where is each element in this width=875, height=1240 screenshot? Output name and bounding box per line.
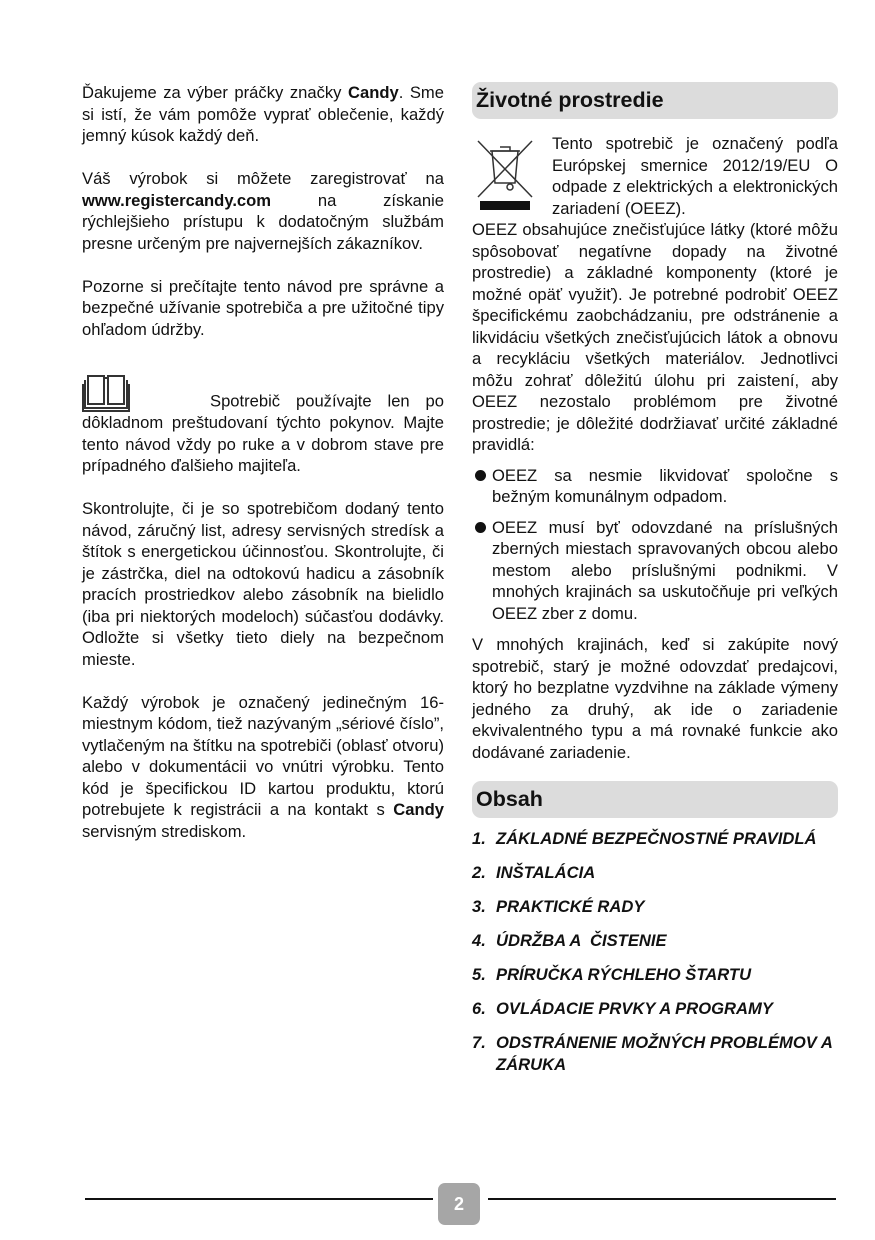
- toc-item[interactable]: [472, 1032, 838, 1075]
- contents-heading: Obsah: [472, 781, 838, 818]
- register-text: Váš výrobok si môžete zaregistrovať na: [82, 169, 444, 188]
- intro-paragraph: [82, 82, 444, 147]
- intro-text: Ďakujeme za výber práčky značky: [82, 83, 348, 102]
- intro-text-end: . Sme si istí, že vám pomôže vyprať oblečenie, každý jemný kúsok každý deň.: [82, 83, 444, 145]
- toc-number: 4.: [472, 931, 486, 950]
- toc-item[interactable]: [472, 998, 838, 1020]
- toc-label: ÚDRŽBA A ČISTENIE: [496, 931, 667, 950]
- footer-rule-right: [488, 1198, 836, 1200]
- check-contents-paragraph: Skontrolujte, či je so spotrebičom dodaný tento návod, záručný list, adresy servisných stredísk a štítok s energetickou účinnosťou. Skontrolujte, či je zástrčka, diel na odtokovú hadicu a zásobník pracích prostriedkov alebo zásobník na bielidlo (iba pri niektorých modeloch) súčasťou dodávky. Odložte si všetky tieto diely na bezpečnom mieste.: [82, 499, 444, 669]
- toc-label: ZÁKLADNÉ BEZPEČNOSTNÉ PRAVIDLÁ: [496, 829, 817, 848]
- left-column: [82, 82, 444, 842]
- brand-name: Candy: [393, 800, 444, 819]
- read-carefully-paragraph: Pozorne si prečítajte tento návod pre správne a bezpečné užívanie spotrebiča a pre užitočné tipy ohľadom údržby.: [82, 276, 444, 339]
- page-footer: [0, 1183, 875, 1225]
- toc-item[interactable]: [472, 930, 838, 952]
- toc-label: PRAKTICKÉ RADY: [496, 897, 645, 916]
- environment-intro: Tento spotrebič je označený podľa Európskej smernice 2012/19/EU O odpade z elektrických a elektronických zariadení (OEEZ).: [552, 134, 838, 218]
- environment-closing: V mnohých krajinách, keď si zakúpite nový spotrebič, starý je možné odovzdať predajcovi, ktorý ho bezplatne vyzdvihne na základe výmeny jedného za druhý, ak ide o zariadenie ekvivalentného typu a má rovnaké funkcie ako dodávané zariadenie.: [472, 635, 838, 762]
- environment-section: [472, 133, 838, 456]
- serial-text-end: servisným strediskom.: [82, 821, 247, 841]
- toc-number: 2.: [472, 863, 486, 882]
- book-icon: [82, 372, 130, 412]
- toc-number: 1.: [472, 829, 486, 848]
- bullet-icon: [475, 522, 486, 533]
- environment-heading: Životné prostredie: [472, 82, 838, 119]
- right-column: [472, 82, 838, 1088]
- bullet-text: OEEZ musí byť odovzdané na príslušných zberných miestach spravovaných obcou alebo mestom alebo príslušnými podnikmi. V mnohých krajinách sa uskutočňuje pri veľkých OEEZ zber z domu.: [492, 517, 838, 623]
- crossed-out-wheelie-bin-icon: [474, 137, 536, 211]
- table-of-contents: [472, 828, 838, 1075]
- register-text-end: na získanie rýchlejšieho prístupu k dodatočným službám presne určeným pre najvernejších zákazníkov.: [82, 190, 444, 253]
- toc-label: PRÍRUČKA RÝCHLEHO ŠTARTU: [496, 965, 752, 984]
- bullet-text: OEEZ sa nesmie likvidovať spoločne s bežným komunálnym odpadom.: [492, 465, 838, 506]
- page-number-badge: 2: [438, 1183, 480, 1225]
- manual-note-text: Spotrebič používajte len po dôkladnom preštudovaní týchto pokynov. Majte tento návod vždy po ruke a v dobrom stave pre prípadného ďalšieho majiteľa.: [82, 391, 444, 475]
- toc-label: ODSTRÁNENIE MOŽNÝCH PROBLÉMOV A ZÁRUKA: [496, 1033, 833, 1074]
- toc-number: 6.: [472, 999, 486, 1018]
- toc-number: 3.: [472, 897, 486, 916]
- bullet-icon: [475, 470, 486, 481]
- toc-item[interactable]: [472, 828, 838, 850]
- toc-item[interactable]: [472, 896, 838, 918]
- brand-name: Candy: [348, 83, 399, 102]
- manual-note-paragraph: [82, 372, 444, 477]
- toc-item[interactable]: [472, 964, 838, 986]
- toc-number: 5.: [472, 965, 486, 984]
- toc-number: 7.: [472, 1033, 486, 1052]
- register-url: www.registercandy.com: [82, 190, 272, 210]
- serial-text: Každý výrobok je označený jedinečným 16-miestnym kódom, tiež nazývaným „sériové číslo”, vytlačeným na štítku na spotrebiči (oblasť otvoru) alebo v dokumentácii vo vnútri výrobku. Tento kód je špecifickou ID kartou produktu, ktorú potrebujete k registrácii a na kontakt s: [82, 692, 444, 819]
- serial-paragraph: [82, 692, 444, 843]
- toc-label: OVLÁDACIE PRVKY A PROGRAMY: [496, 999, 773, 1018]
- environment-body: OEEZ obsahujúce znečisťujúce látky (ktoré môžu spôsobovať negatívne dopady na životné prostredie) a základné komponenty (ktoré je možné opäť využiť). Je potrebné podrobiť OEEZ špecifickému zaobchádzaniu, pre odstránenie a likvidáciu všetkých znečisťujúcich látok a obnovu a recykláciu všetkých materiálov. Jednotlivci môžu zohrať dôležitú úlohu pri zaistení, aby OEEZ nezostalo problémom pre životné prostredie; je dôležité dodržiavať určité základné pravidlá:: [472, 220, 838, 454]
- register-paragraph: [82, 168, 444, 254]
- bullet-item: [472, 517, 838, 625]
- toc-item[interactable]: [472, 862, 838, 884]
- footer-rule-left: [85, 1198, 433, 1200]
- toc-label: INŠTALÁCIA: [496, 863, 596, 882]
- bullet-item: [472, 465, 838, 508]
